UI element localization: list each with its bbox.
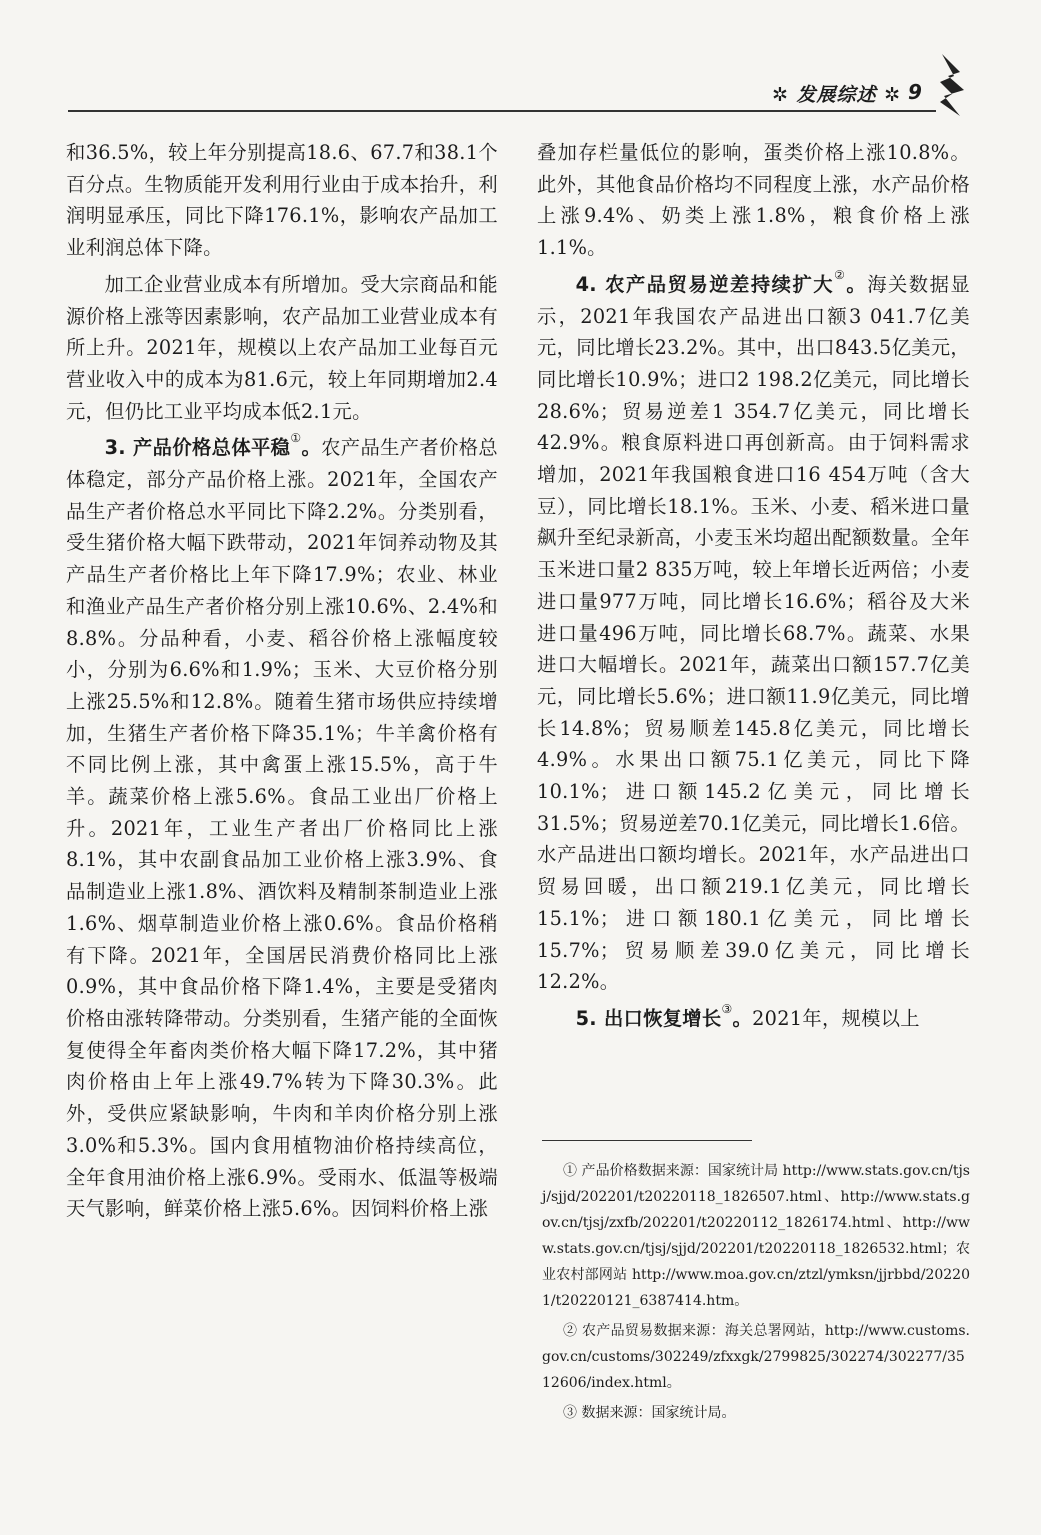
header-rule xyxy=(68,110,936,112)
page-number: 9 xyxy=(908,80,922,104)
section-heading-3: 3. 产品价格总体平稳 xyxy=(104,436,291,460)
heading-end-mark: 。 xyxy=(732,1006,753,1030)
paragraph-profit-continued: 和36.5%，较上年分别提高18.6、67.7和38.1个百分点。生物质能开发利用行业由于成本抬升，利润明显承压，同比下降176.1%，影响农产品加工业利润总体下降。 xyxy=(66,141,498,260)
section-heading-4: 4. 农产品贸易逆差持续扩大 xyxy=(575,272,835,296)
right-column xyxy=(537,137,970,1035)
running-header xyxy=(0,0,1041,125)
footnote-1: ① 产品价格数据来源：国家统计局 http://www.stats.gov.cn/tjsj/sjjd/202201/t20220118_1826507.html、http://www.stats.gov.cn/tjsj/zxfb/202201/t20220112_1826174.html、http://www.stats.gov.cn/tjsj/sjjd/202201/t20220118_1826532.html；农业农村部网站 http://www.moa.gov.cn/ztzl/ymksn/jjrbbd/202201/t20220121_6387414.htm。 xyxy=(542,1163,970,1309)
footnote-2: ② 农产品贸易数据来源：海关总署网站，http://www.customs.gov.cn/customs/302249/zfxxgk/2799825/302274/302277/3512606/index.html。 xyxy=(542,1323,970,1391)
paragraph-operating-cost: 加工企业营业成本有所增加。受大宗商品和能源价格上涨等因素影响，农产品加工业营业成本有所上升。2021年，规模以上农产品加工业每百元营业收入中的成本为81.6元，较上年同期增加2.4元，但仍比工业平均成本低2.1元。 xyxy=(66,272,498,423)
footnote-ref-1: ① xyxy=(290,431,302,446)
paragraph-export-recovery xyxy=(537,1003,970,1035)
paragraph-body: 海关数据显示，2021年我国农产品进出口额3 041.7亿美元，同比增长23.2%。其中，出口843.5亿美元，同比增长10.9%；进口2 198.2亿美元，同比增长28.6%；贸易逆差1 354.7亿美元，同比增长42.9%。粮食原料进口再创新高。由于饲料需求增加，2021年我国粮食进口16 454万吨（含大豆），同比增长18.1%。玉米、小麦、稻米进口量飙升至纪录新高，小麦玉米均超出配额数量。全年玉米进口量2 835万吨，较上年增长近两倍；小麦进口量977万吨，同比增长16.6%；稻谷及大米进口量496万吨，同比增长68.7%。蔬菜、水果进口大幅增长。2021年，蔬菜出口额157.7亿美元，同比增长5.6%；进口额11.9亿美元，同比增长14.8%；贸易顺差145.8亿美元，同比增长4.9%。水果出口额75.1亿美元，同比下降10.1%；进口额145.2亿美元，同比增长31.5%；贸易逆差70.1亿美元，同比增长1.6倍。水产品进出口额均增长。2021年，水产品进出口贸易回暖，出口额219.1亿美元，同比增长15.1%；进口额180.1亿美元，同比增长15.7%；贸易顺差39.0亿美元，同比增长12.2%。 xyxy=(537,272,971,994)
paragraph-price-stable xyxy=(66,432,498,1225)
paragraph-body: 农产品生产者价格总体稳定，部分产品价格上涨。2021年，全国农产品生产者价格总水平同比下降2.2%。分类别看，受生猪价格大幅下跌带动，2021年饲养动物及其产品生产者价格比上年下降17.9%；农业、林业和渔业产品生产者价格分别上涨10.6%、2.4%和8.8%。分品种看，小麦、稻谷价格上涨幅度较小，分别为6.6%和1.9%；玉米、大豆价格分别上涨25.5%和12.8%。随着生猪市场供应持续增加，生猪生产者价格下降35.1%；牛羊禽价格有不同比例上涨，其中禽蛋上涨15.5%，高于牛羊。蔬菜价格上涨5.6%。食品工业出厂价格上升。2021年，工业生产者出厂价格同比上涨8.1%，其中农副食品加工业价格上涨3.9%、食品制造业上涨1.8%、酒饮料及精制茶制造业上涨1.6%、烟草制造业价格上涨0.6%。食品价格稍有下降。2021年，全国居民消费价格同比上涨0.9%，其中食品价格下降1.4%，主要是受猪肉价格由涨转降带动。分类别看，生猪产能的全面恢复使得全年畜肉类价格大幅下降17.2%，其中猪肉价格由上年上涨49.7%转为下降30.3%。此外，受供应紧缺影响，牛肉和羊肉价格分别上涨3.0%和5.3%。国内食用植物油价格持续高位，全年食用油价格上涨6.9%。受雨水、低温等极端天气影响，鲜菜价格上涨5.6%。因饲料价格上涨 xyxy=(66,436,498,1221)
paragraph-trade-deficit xyxy=(537,269,970,998)
heading-end-mark: 。 xyxy=(846,272,868,296)
footnote-3: ③ 数据来源：国家统计局。 xyxy=(563,1405,736,1421)
paragraph-egg-price-continued: 叠加存栏量低位的影响，蛋类价格上涨10.8%。此外，其他食品价格均不同程度上涨，水产品价格上涨9.4%、奶类上涨1.8%，粮食价格上涨1.1%。 xyxy=(537,141,970,260)
footnotes xyxy=(542,1158,970,1430)
paragraph-body: 2021年，规模以上 xyxy=(752,1006,920,1030)
heading-end-mark: 。 xyxy=(301,436,322,460)
corner-ornament-icon xyxy=(938,50,968,122)
footnote-ref-3: ③ xyxy=(721,1001,733,1016)
section-title: ✲ 发展综述 ✲ xyxy=(772,84,902,106)
footnote-ref-2: ② xyxy=(834,267,847,282)
section-heading-5: 5. 出口恢复增长 xyxy=(575,1006,722,1030)
left-column xyxy=(66,137,498,1225)
footnote-rule xyxy=(542,1140,752,1141)
